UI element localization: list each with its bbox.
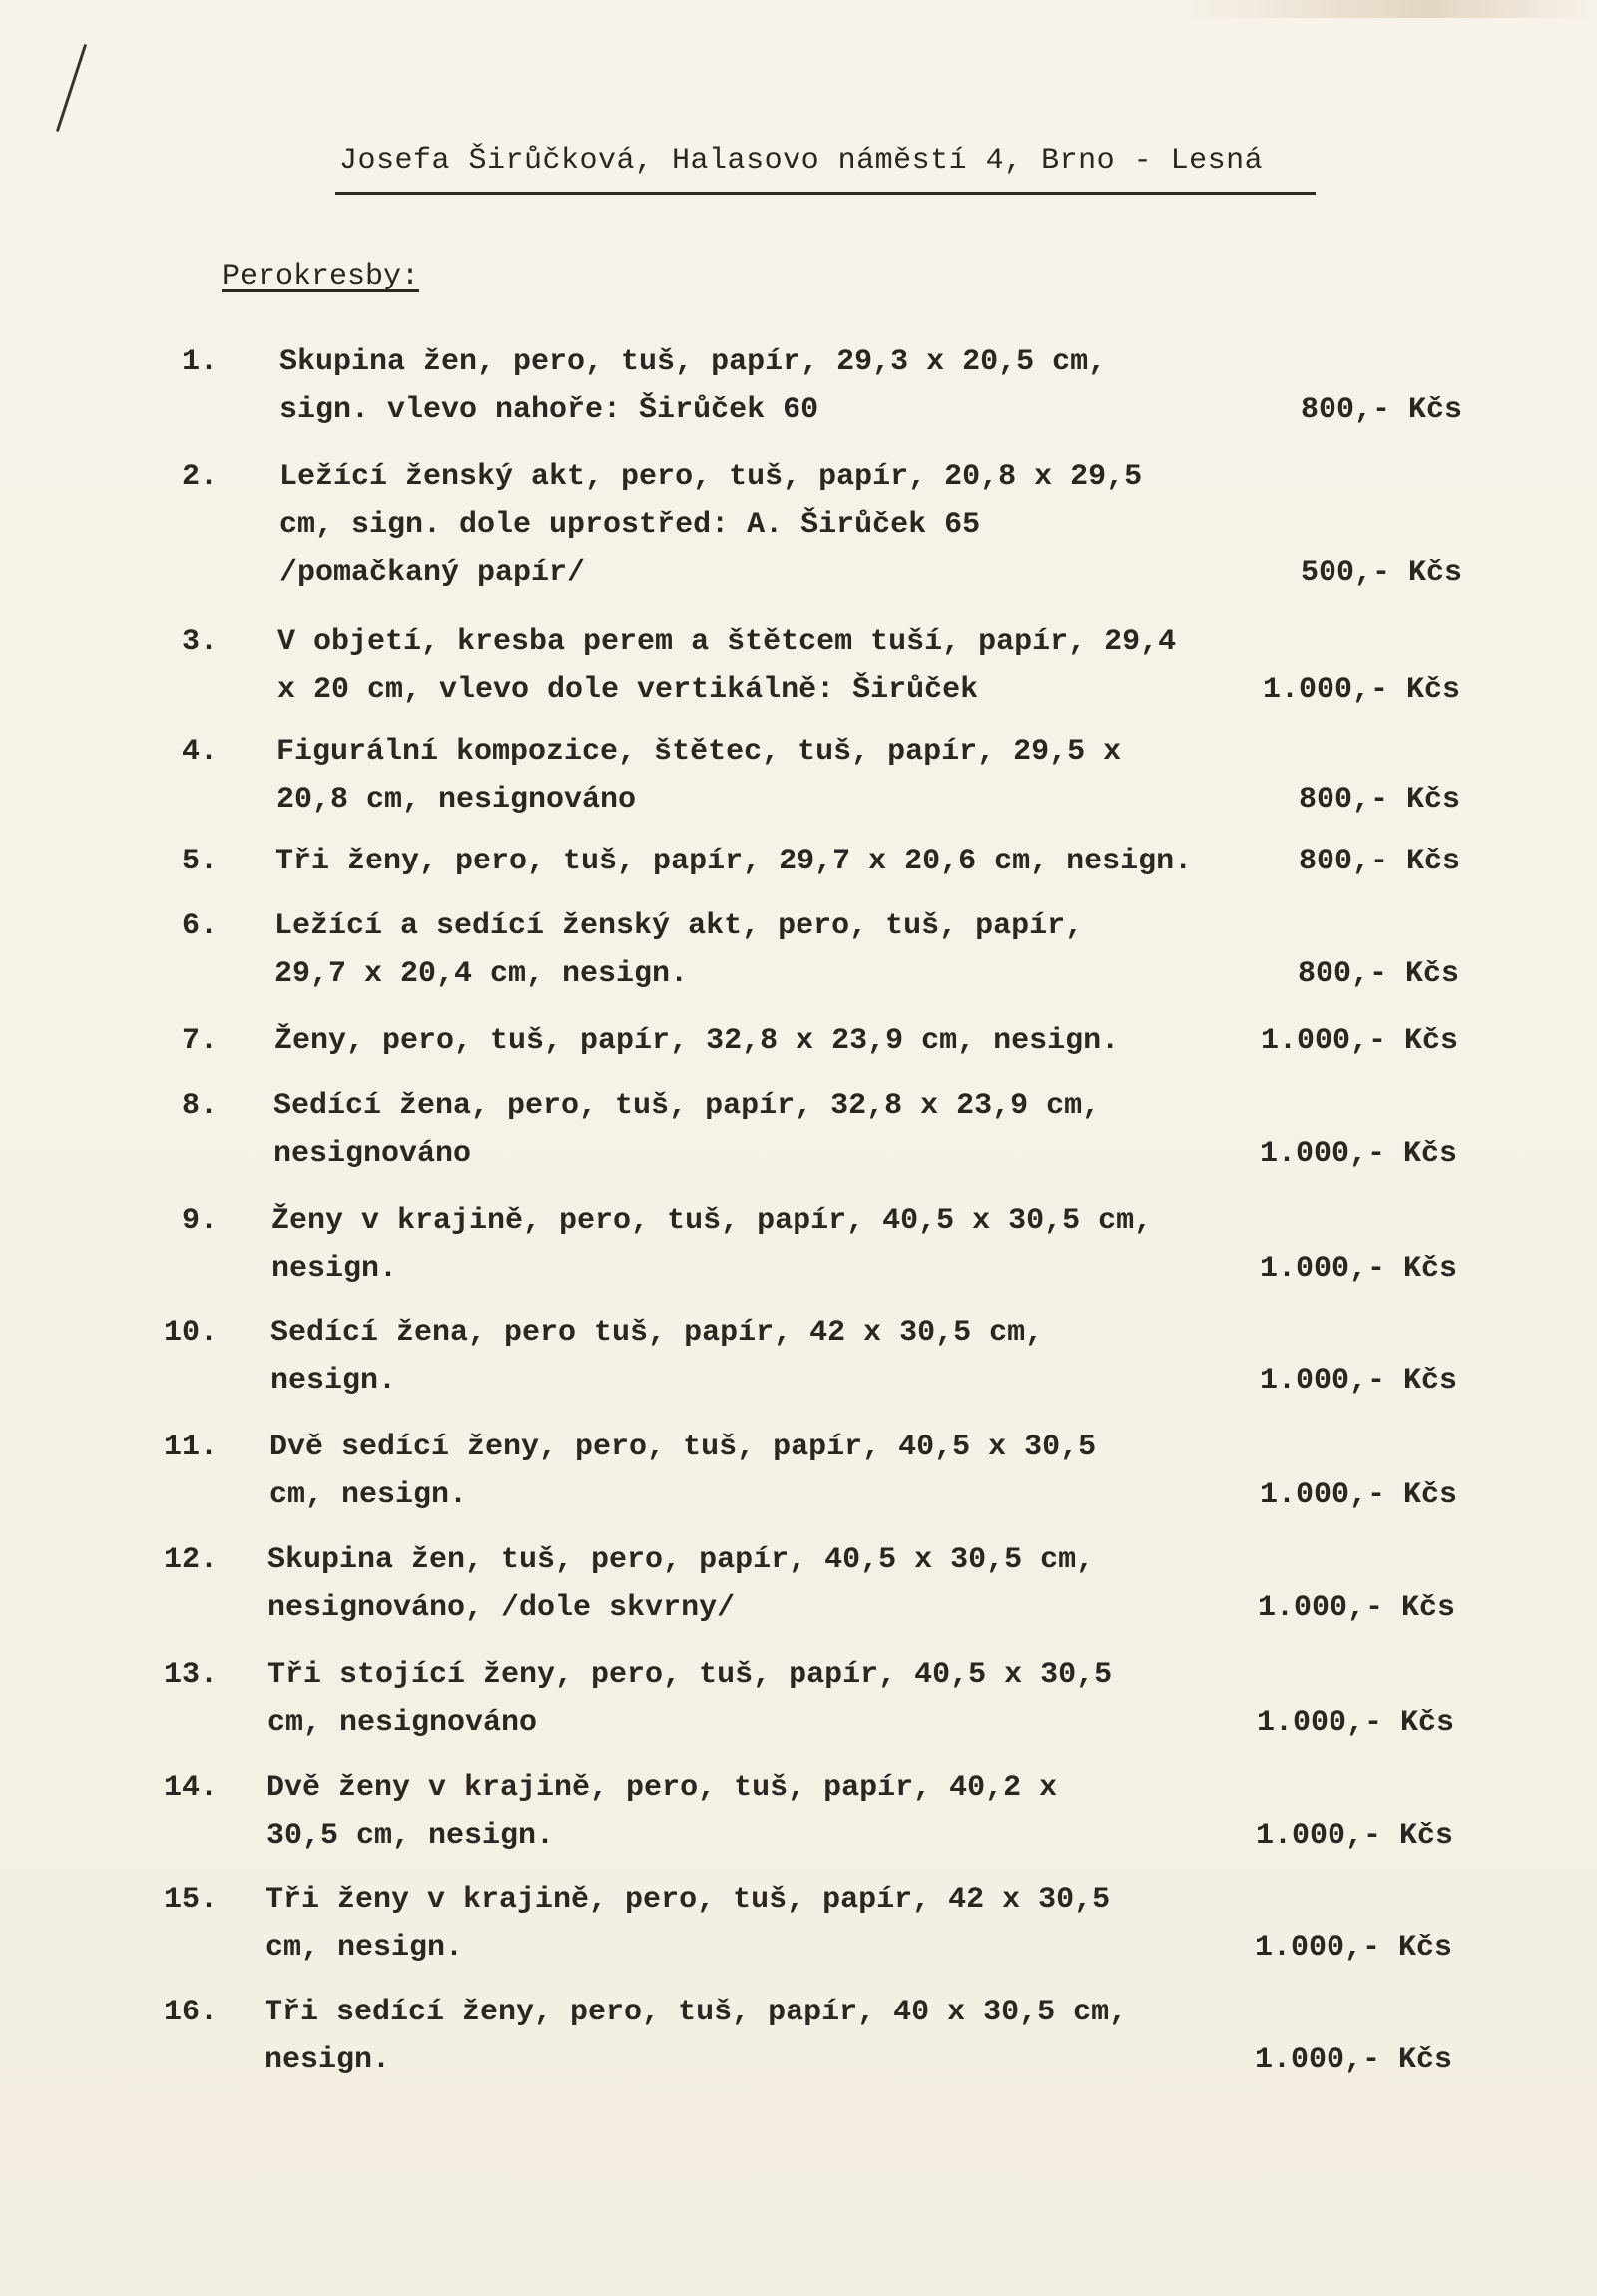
item-description-line: Tři stojící ženy, pero, tuš, papír, 40,5 x 30,5: [267, 1658, 1113, 1692]
item-description-line: Ležící ženský akt, pero, tuš, papír, 20,8 x 29,5: [279, 460, 1143, 494]
item-description-line: 29,7 x 20,4 cm, nesign.: [274, 957, 689, 991]
item-description-line: Dvě ženy v krajině, pero, tuš, papír, 40,2 x: [266, 1771, 1058, 1805]
item-number: 2.: [181, 460, 218, 494]
item-description-line: Sedící žena, pero tuš, papír, 42 x 30,5 cm,: [270, 1316, 1044, 1350]
item-description-line: Skupina žen, tuš, pero, papír, 40,5 x 30,5 cm,: [267, 1543, 1095, 1577]
item-description-line: /pomačkaný papír/: [279, 556, 586, 590]
item-price: 1.000,- Kčs: [1254, 2043, 1452, 2077]
item-price: 800,- Kčs: [1298, 783, 1460, 817]
item-description-line: nesignováno, /dole skvrny/: [267, 1591, 736, 1625]
item-description-line: 20,8 cm, nesignováno: [276, 783, 637, 817]
header-underline: [335, 192, 1316, 195]
item-price: 1.000,- Kčs: [1257, 1591, 1455, 1625]
item-description-line: nesign.: [265, 2043, 391, 2077]
item-price: 1.000,- Kčs: [1256, 1706, 1454, 1740]
item-description-line: Tři ženy v krajině, pero, tuš, papír, 42 x 30,5: [266, 1883, 1111, 1917]
item-number: 11.: [163, 1431, 218, 1464]
item-number: 5.: [181, 845, 218, 878]
item-number: 6.: [181, 909, 218, 943]
item-price: 800,- Kčs: [1297, 957, 1459, 991]
item-price: 1.000,- Kčs: [1255, 1819, 1453, 1853]
document-header: Josefa Širůčková, Halasovo náměstí 4, Brno - Lesná: [339, 144, 1264, 178]
item-description-line: 30,5 cm, nesign.: [266, 1819, 555, 1853]
item-description-line: x 20 cm, vlevo dole vertikálně: Širůček: [277, 673, 979, 707]
pen-mark: [56, 44, 87, 132]
item-number: 13.: [163, 1658, 218, 1692]
item-description-line: sign. vlevo nahoře: Širůček 60: [279, 393, 819, 427]
item-number: 4.: [181, 735, 218, 769]
item-number: 3.: [181, 625, 218, 659]
item-price: 1.000,- Kčs: [1259, 1478, 1457, 1512]
section-title: Perokresby:: [222, 260, 420, 293]
item-description-line: Skupina žen, pero, tuš, papír, 29,3 x 20,5 cm,: [279, 345, 1107, 379]
item-description-line: nesign.: [271, 1252, 398, 1286]
paper-stain: [1178, 0, 1597, 18]
item-number: 8.: [181, 1089, 218, 1123]
item-price: 500,- Kčs: [1300, 556, 1462, 590]
item-number: 12.: [163, 1543, 218, 1577]
item-number: 10.: [163, 1316, 218, 1350]
item-description-line: Ženy v krajině, pero, tuš, papír, 40,5 x 30,5 cm,: [271, 1204, 1153, 1238]
item-description-line: Tři sedící ženy, pero, tuš, papír, 40 x 30,5 cm,: [265, 1996, 1128, 2029]
item-number: 1.: [181, 345, 218, 379]
item-price: 1.000,- Kčs: [1262, 673, 1460, 707]
item-description-line: Tři ženy, pero, tuš, papír, 29,7 x 20,6 cm, nesign.: [275, 845, 1193, 878]
item-description-line: nesign.: [270, 1364, 397, 1398]
item-number: 7.: [181, 1024, 218, 1058]
item-description-line: Dvě sedící ženy, pero, tuš, papír, 40,5 x 30,5: [269, 1431, 1097, 1464]
item-description-line: Ženy, pero, tuš, papír, 32,8 x 23,9 cm, nesign.: [274, 1024, 1120, 1058]
item-description-line: V objetí, kresba perem a štětcem tuší, papír, 29,4: [277, 625, 1177, 659]
item-price: 1.000,- Kčs: [1259, 1137, 1457, 1171]
item-price: 1.000,- Kčs: [1259, 1252, 1457, 1286]
item-number: 16.: [163, 1996, 218, 2029]
item-description-line: Figurální kompozice, štětec, tuš, papír, 29,5 x: [276, 735, 1122, 769]
item-description-line: cm, nesign.: [266, 1931, 464, 1965]
item-number: 14.: [163, 1771, 218, 1805]
item-price: 800,- Kčs: [1298, 845, 1460, 878]
item-price: 1.000,- Kčs: [1260, 1024, 1458, 1058]
item-price: 1.000,- Kčs: [1259, 1364, 1457, 1398]
item-description-line: nesignováno: [273, 1137, 472, 1171]
item-description-line: cm, nesignováno: [267, 1706, 538, 1740]
item-price: 800,- Kčs: [1300, 393, 1462, 427]
item-price: 1.000,- Kčs: [1254, 1931, 1452, 1965]
item-description-line: Sedící žena, pero, tuš, papír, 32,8 x 23,9 cm,: [273, 1089, 1101, 1123]
item-description-line: cm, nesign.: [269, 1478, 468, 1512]
item-number: 9.: [181, 1204, 218, 1238]
item-description-line: Ležící a sedící ženský akt, pero, tuš, papír,: [274, 909, 1084, 943]
item-description-line: cm, sign. dole uprostřed: A. Širůček 65: [279, 508, 981, 542]
item-number: 15.: [163, 1883, 218, 1917]
